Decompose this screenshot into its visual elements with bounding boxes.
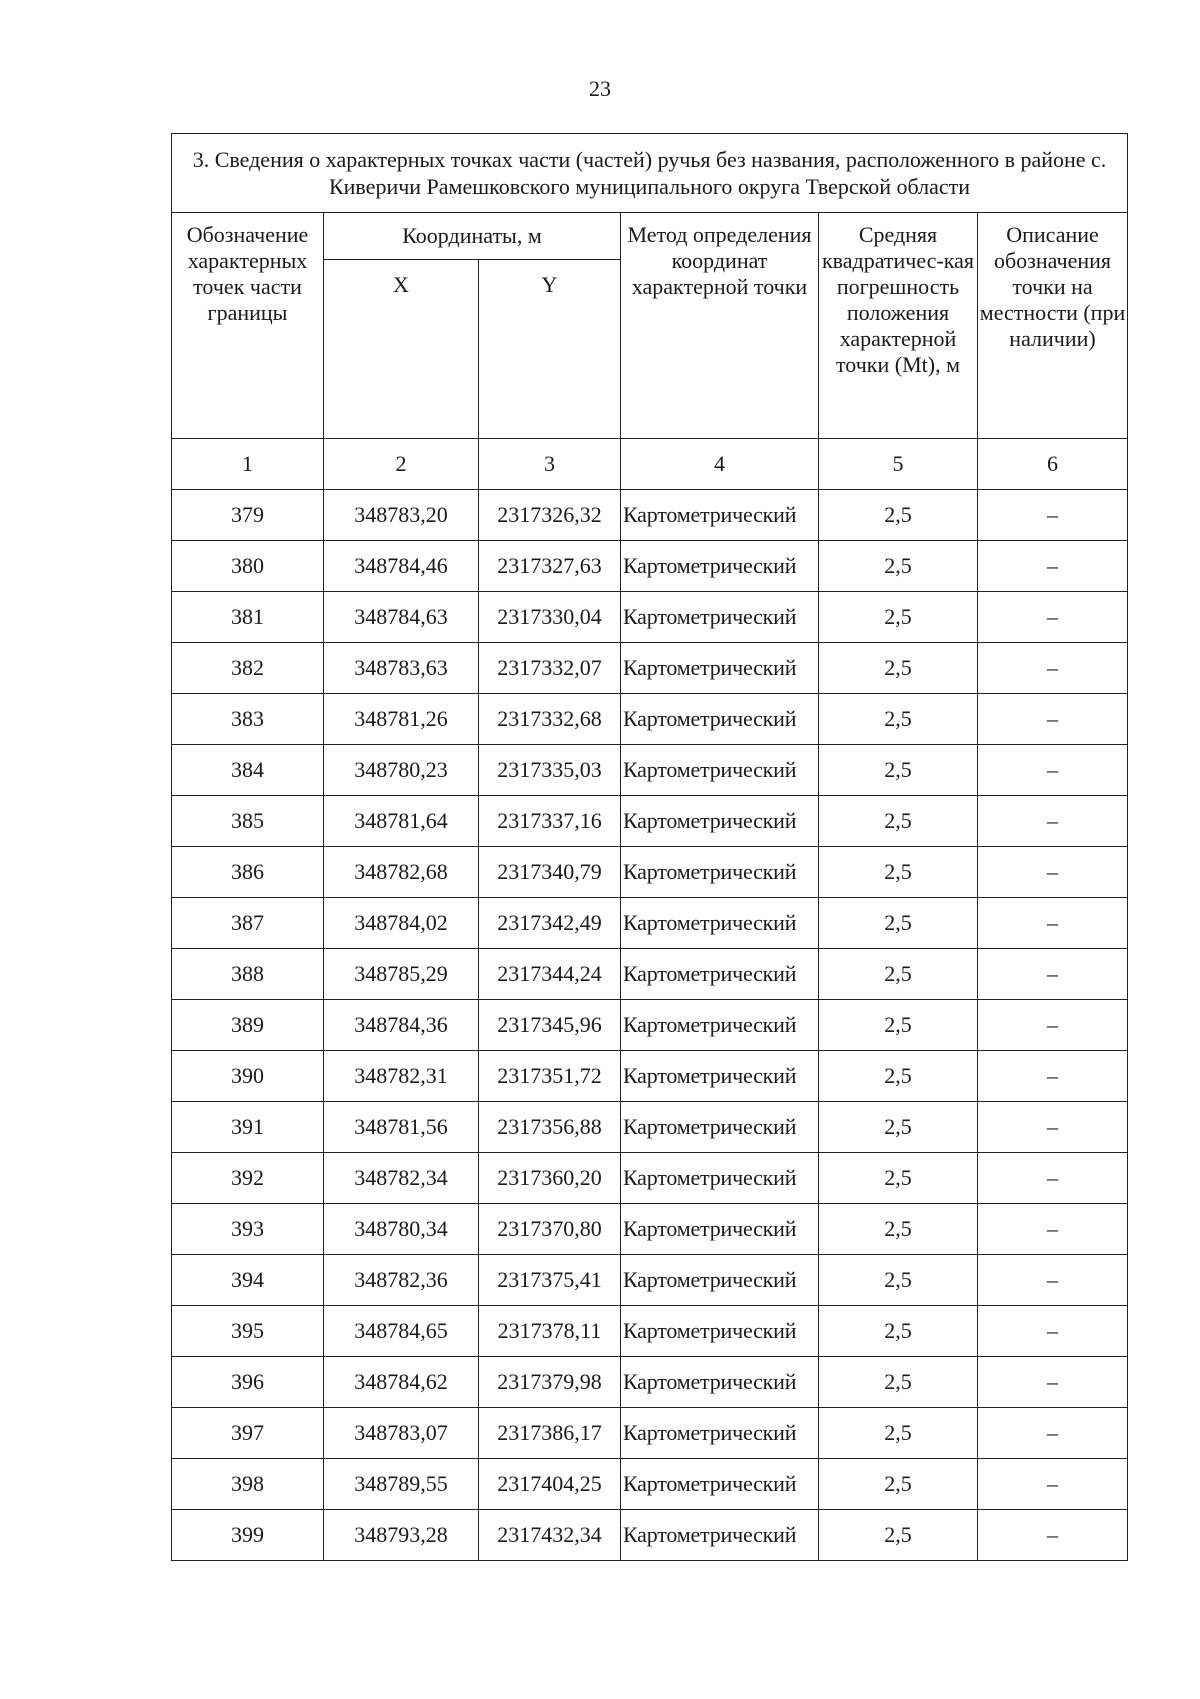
method-cell: Картометрический [621,1408,819,1459]
header-method: Метод определения координат характерной точки [621,213,819,439]
point-id-cell: 386 [172,847,324,898]
description-cell: – [978,898,1128,949]
column-number: 6 [978,439,1128,490]
y-coordinate-cell: 2317370,80 [479,1204,621,1255]
method-cell: Картометрический [621,490,819,541]
table-row [172,745,1128,796]
point-id-cell: 384 [172,745,324,796]
y-coordinate-cell: 2317351,72 [479,1051,621,1102]
method-cell: Картометрический [621,694,819,745]
point-id-cell: 398 [172,1459,324,1510]
table-row [172,541,1128,592]
column-number: 2 [324,439,479,490]
x-coordinate-cell: 348784,63 [324,592,479,643]
error-cell: 2,5 [819,592,978,643]
y-coordinate-cell: 2317386,17 [479,1408,621,1459]
y-coordinate-cell: 2317345,96 [479,1000,621,1051]
error-cell: 2,5 [819,1459,978,1510]
description-cell: – [978,1102,1128,1153]
description-cell: – [978,490,1128,541]
x-coordinate-cell: 348783,07 [324,1408,479,1459]
error-cell: 2,5 [819,490,978,541]
column-number: 3 [479,439,621,490]
error-cell: 2,5 [819,1153,978,1204]
x-coordinate-cell: 348784,65 [324,1306,479,1357]
y-coordinate-cell: 2317332,07 [479,643,621,694]
column-number-row [172,439,1128,490]
x-coordinate-cell: 348782,36 [324,1255,479,1306]
x-coordinate-cell: 348783,63 [324,643,479,694]
error-cell: 2,5 [819,1255,978,1306]
point-id-cell: 395 [172,1306,324,1357]
y-coordinate-cell: 2317432,34 [479,1510,621,1561]
point-id-cell: 399 [172,1510,324,1561]
header-designation: Обозначение характерных точек части границы [172,213,324,439]
y-coordinate-cell: 2317379,98 [479,1357,621,1408]
table-row [172,1306,1128,1357]
table-row [172,1153,1128,1204]
point-id-cell: 385 [172,796,324,847]
error-cell: 2,5 [819,745,978,796]
table-row [172,1102,1128,1153]
method-cell: Картометрический [621,643,819,694]
y-coordinate-cell: 2317404,25 [479,1459,621,1510]
description-cell: – [978,1051,1128,1102]
error-cell: 2,5 [819,694,978,745]
table-row [172,490,1128,541]
method-cell: Картометрический [621,796,819,847]
point-id-cell: 382 [172,643,324,694]
header-y: Y [479,260,621,439]
page-number: 23 [589,76,611,101]
x-coordinate-cell: 348780,23 [324,745,479,796]
method-cell: Картометрический [621,1051,819,1102]
table-row [172,796,1128,847]
table-row [172,1051,1128,1102]
table-row [172,898,1128,949]
table-row [172,1510,1128,1561]
y-coordinate-cell: 2317335,03 [479,745,621,796]
y-coordinate-cell: 2317330,04 [479,592,621,643]
method-cell: Картометрический [621,898,819,949]
error-cell: 2,5 [819,1357,978,1408]
x-coordinate-cell: 348785,29 [324,949,479,1000]
point-id-cell: 381 [172,592,324,643]
method-cell: Картометрический [621,745,819,796]
table-row [172,592,1128,643]
method-cell: Картометрический [621,1153,819,1204]
description-cell: – [978,1357,1128,1408]
error-cell: 2,5 [819,898,978,949]
point-id-cell: 390 [172,1051,324,1102]
y-coordinate-cell: 2317360,20 [479,1153,621,1204]
characteristic-points-table [171,133,1128,1561]
description-cell: – [978,1306,1128,1357]
column-number: 4 [621,439,819,490]
description-cell: – [978,745,1128,796]
description-cell: – [978,796,1128,847]
table-row [172,847,1128,898]
point-id-cell: 379 [172,490,324,541]
y-coordinate-cell: 2317337,16 [479,796,621,847]
table-row [172,1408,1128,1459]
point-id-cell: 388 [172,949,324,1000]
error-cell: 2,5 [819,1204,978,1255]
x-coordinate-cell: 348784,36 [324,1000,479,1051]
error-cell: 2,5 [819,949,978,1000]
x-coordinate-cell: 348782,68 [324,847,479,898]
description-cell: – [978,592,1128,643]
table-row [172,1255,1128,1306]
header-coordinates: Координаты, м [324,213,621,260]
y-coordinate-cell: 2317378,11 [479,1306,621,1357]
method-cell: Картометрический [621,847,819,898]
method-cell: Картометрический [621,592,819,643]
y-coordinate-cell: 2317326,32 [479,490,621,541]
method-cell: Картометрический [621,1204,819,1255]
x-coordinate-cell: 348782,34 [324,1153,479,1204]
method-cell: Картометрический [621,1459,819,1510]
description-cell: – [978,1459,1128,1510]
table-row [172,1459,1128,1510]
column-number: 1 [172,439,324,490]
x-coordinate-cell: 348784,46 [324,541,479,592]
description-cell: – [978,643,1128,694]
method-cell: Картометрический [621,949,819,1000]
table-row [172,1357,1128,1408]
error-cell: 2,5 [819,643,978,694]
description-cell: – [978,1510,1128,1561]
description-cell: – [978,1000,1128,1051]
point-id-cell: 383 [172,694,324,745]
y-coordinate-cell: 2317340,79 [479,847,621,898]
x-coordinate-cell: 348793,28 [324,1510,479,1561]
description-cell: – [978,541,1128,592]
table-body [172,490,1128,1561]
x-coordinate-cell: 348783,20 [324,490,479,541]
error-cell: 2,5 [819,541,978,592]
y-coordinate-cell: 2317327,63 [479,541,621,592]
point-id-cell: 394 [172,1255,324,1306]
error-cell: 2,5 [819,1510,978,1561]
point-id-cell: 380 [172,541,324,592]
table-row [172,1000,1128,1051]
error-cell: 2,5 [819,1051,978,1102]
x-coordinate-cell: 348782,31 [324,1051,479,1102]
y-coordinate-cell: 2317344,24 [479,949,621,1000]
x-coordinate-cell: 348781,56 [324,1102,479,1153]
error-cell: 2,5 [819,796,978,847]
method-cell: Картометрический [621,541,819,592]
point-id-cell: 387 [172,898,324,949]
description-cell: – [978,847,1128,898]
error-cell: 2,5 [819,1408,978,1459]
table-row [172,694,1128,745]
point-id-cell: 393 [172,1204,324,1255]
y-coordinate-cell: 2317375,41 [479,1255,621,1306]
column-number: 5 [819,439,978,490]
error-cell: 2,5 [819,1000,978,1051]
point-id-cell: 397 [172,1408,324,1459]
header-description: Описание обозначения точки на местности (при наличии) [978,213,1128,439]
header-x: X [324,260,479,439]
table-row [172,949,1128,1000]
x-coordinate-cell: 348784,62 [324,1357,479,1408]
description-cell: – [978,949,1128,1000]
description-cell: – [978,1204,1128,1255]
method-cell: Картометрический [621,1306,819,1357]
description-cell: – [978,1255,1128,1306]
description-cell: – [978,1408,1128,1459]
method-cell: Картометрический [621,1255,819,1306]
description-cell: – [978,1153,1128,1204]
error-cell: 2,5 [819,847,978,898]
y-coordinate-cell: 2317342,49 [479,898,621,949]
method-cell: Картометрический [621,1357,819,1408]
point-id-cell: 389 [172,1000,324,1051]
x-coordinate-cell: 348789,55 [324,1459,479,1510]
error-cell: 2,5 [819,1306,978,1357]
method-cell: Картометрический [621,1510,819,1561]
y-coordinate-cell: 2317332,68 [479,694,621,745]
table-row [172,1204,1128,1255]
table-row [172,643,1128,694]
method-cell: Картометрический [621,1000,819,1051]
error-cell: 2,5 [819,1102,978,1153]
x-coordinate-cell: 348780,34 [324,1204,479,1255]
method-cell: Картометрический [621,1102,819,1153]
x-coordinate-cell: 348781,26 [324,694,479,745]
x-coordinate-cell: 348784,02 [324,898,479,949]
y-coordinate-cell: 2317356,88 [479,1102,621,1153]
x-coordinate-cell: 348781,64 [324,796,479,847]
point-id-cell: 392 [172,1153,324,1204]
header-error: Средняя квадратичес-кая погрешность положения характерной точки (Mt), м [819,213,978,439]
section-title: 3. Сведения о характерных точках части (частей) ручья без названия, расположенного в районе с. Киверичи Рамешковского муниципального округа Тверской области [172,134,1128,213]
point-id-cell: 396 [172,1357,324,1408]
point-id-cell: 391 [172,1102,324,1153]
description-cell: – [978,694,1128,745]
